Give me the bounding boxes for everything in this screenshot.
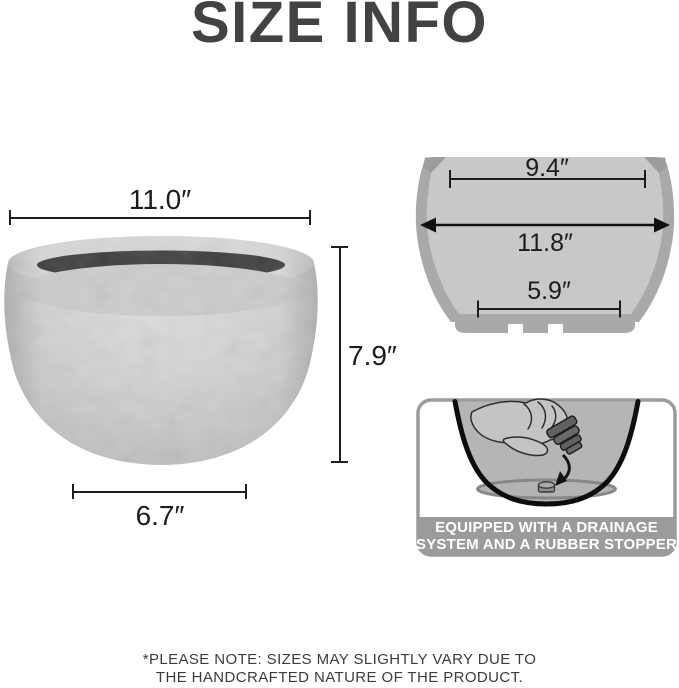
front-base-width-label: 6.7″ [135, 500, 185, 531]
drainage-caption-line2: SYSTEM AND A RUBBER STOPPER [416, 536, 677, 553]
dimension-tick [309, 210, 311, 225]
base-notch [508, 324, 523, 334]
front-height-dimension-line [339, 247, 341, 463]
cross-section-base [455, 322, 635, 333]
concrete-texture [3, 233, 321, 469]
front-height-label: 7.9″ [348, 340, 397, 371]
footnote-line1: *PLEASE NOTE: SIZES MAY SLIGHTLY VARY DUE TO [142, 651, 537, 668]
dimension-tick [331, 461, 348, 463]
front-top-width-dimension-line [10, 217, 310, 219]
dimension-tick [9, 210, 11, 225]
base-notch [548, 324, 563, 334]
drainage-caption-line1: EQUIPPED WITH A DRAINAGE [435, 519, 658, 536]
footnote-line2: THE HANDCRAFTED NATURE OF THE PRODUCT. [155, 669, 524, 686]
dimension-tick [72, 484, 74, 499]
dimension-tick [245, 484, 247, 499]
drain-plug [539, 482, 555, 492]
concrete-pot-photo [3, 233, 321, 469]
front-base-width-dimension-line [73, 491, 247, 493]
cross-inner-base-width-label: 5.9″ [527, 277, 571, 305]
page-title: SIZE INFO [190, 0, 489, 55]
cross-inner-top-width-label: 9.4″ [525, 154, 569, 182]
front-top-width-label: 11.0″ [128, 184, 192, 215]
dimension-tick [331, 246, 348, 248]
cross-outer-width-label: 11.8″ [517, 229, 573, 257]
